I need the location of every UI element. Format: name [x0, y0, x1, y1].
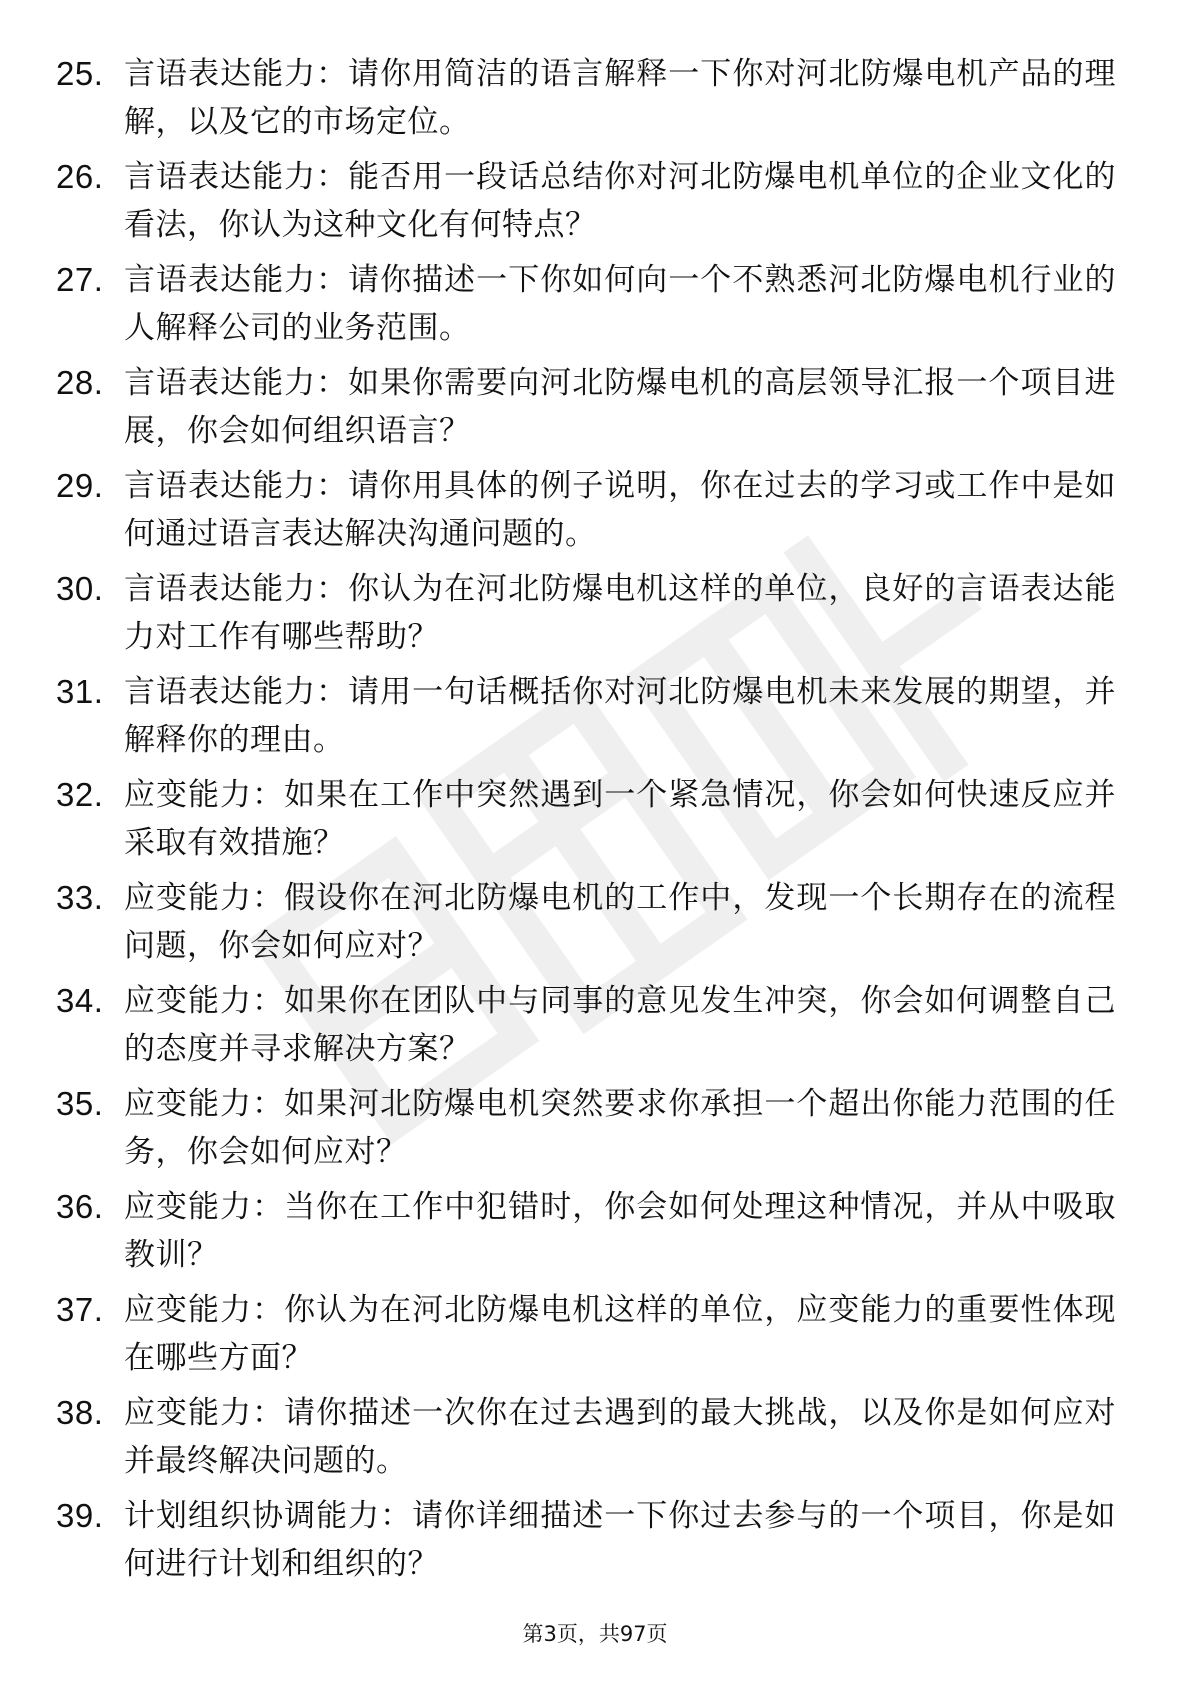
question-text: 言语表达能力：你认为在河北防爆电机这样的单位，良好的言语表达能力对工作有哪些帮助？: [124, 571, 1116, 655]
question-item: [56, 1492, 1116, 1595]
question-item: [56, 977, 1116, 1080]
question-number: 34.: [56, 982, 104, 1019]
question-number: 32.: [56, 776, 104, 813]
question-item: [56, 1389, 1116, 1492]
question-text: 计划组织协调能力：请你详细描述一下你过去参与的一个项目，你是如何进行计划和组织的？: [124, 1498, 1116, 1582]
question-item: [56, 1286, 1116, 1389]
question-number: 37.: [56, 1291, 104, 1328]
question-number: 30.: [56, 570, 104, 607]
question-number: 31.: [56, 673, 104, 710]
question-text: 言语表达能力：请你用具体的例子说明，你在过去的学习或工作中是如何通过语言表达解决沟通问题的。: [124, 468, 1116, 552]
question-item: [56, 256, 1116, 359]
question-text: 应变能力：如果在工作中突然遇到一个紧急情况，你会如何快速反应并采取有效措施？: [124, 777, 1116, 861]
question-text: 言语表达能力：如果你需要向河北防爆电机的高层领导汇报一个项目进展，你会如何组织语言？: [124, 365, 1116, 449]
question-text: 言语表达能力：请你用简洁的语言解释一下你对河北防爆电机产品的理解，以及它的市场定位。: [124, 56, 1116, 140]
question-item: [56, 771, 1116, 874]
question-number: 33.: [56, 879, 104, 916]
question-text: 应变能力：如果你在团队中与同事的意见发生冲突，你会如何调整自己的态度并寻求解决方案？: [124, 983, 1116, 1067]
question-item: [56, 462, 1116, 565]
question-text: 言语表达能力：请你描述一下你如何向一个不熟悉河北防爆电机行业的人解释公司的业务范围。: [124, 262, 1116, 346]
question-number: 26.: [56, 158, 104, 195]
question-item: [56, 565, 1116, 668]
question-number: 38.: [56, 1394, 104, 1431]
question-number: 25.: [56, 55, 104, 92]
question-text: 言语表达能力：能否用一段话总结你对河北防爆电机单位的企业文化的看法，你认为这种文化有何特点？: [124, 159, 1116, 243]
question-item: [56, 1183, 1116, 1286]
question-number: 29.: [56, 467, 104, 504]
question-list: [56, 50, 1116, 1595]
question-item: [56, 874, 1116, 977]
question-item: [56, 668, 1116, 771]
question-item: [56, 153, 1116, 256]
question-number: 39.: [56, 1497, 104, 1534]
question-item: [56, 50, 1116, 153]
question-text: 应变能力：请你描述一次你在过去遇到的最大挑战，以及你是如何应对并最终解决问题的。: [124, 1395, 1116, 1479]
question-number: 28.: [56, 364, 104, 401]
question-item: [56, 1080, 1116, 1183]
page-footer: 第3页，共97页: [522, 1622, 668, 1646]
question-item: [56, 359, 1116, 462]
question-text: 应变能力：你认为在河北防爆电机这样的单位，应变能力的重要性体现在哪些方面？: [124, 1292, 1116, 1376]
question-text: 言语表达能力：请用一句话概括你对河北防爆电机未来发展的期望，并解释你的理由。: [124, 674, 1116, 758]
question-number: 36.: [56, 1188, 104, 1225]
question-text: 应变能力：当你在工作中犯错时，你会如何处理这种情况，并从中吸取教训？: [124, 1189, 1116, 1273]
question-text: 应变能力：假设你在河北防爆电机的工作中，发现一个长期存在的流程问题，你会如何应对？: [124, 880, 1116, 964]
question-text: 应变能力：如果河北防爆电机突然要求你承担一个超出你能力范围的任务，你会如何应对？: [124, 1086, 1116, 1170]
question-number: 27.: [56, 261, 104, 298]
question-number: 35.: [56, 1085, 104, 1122]
